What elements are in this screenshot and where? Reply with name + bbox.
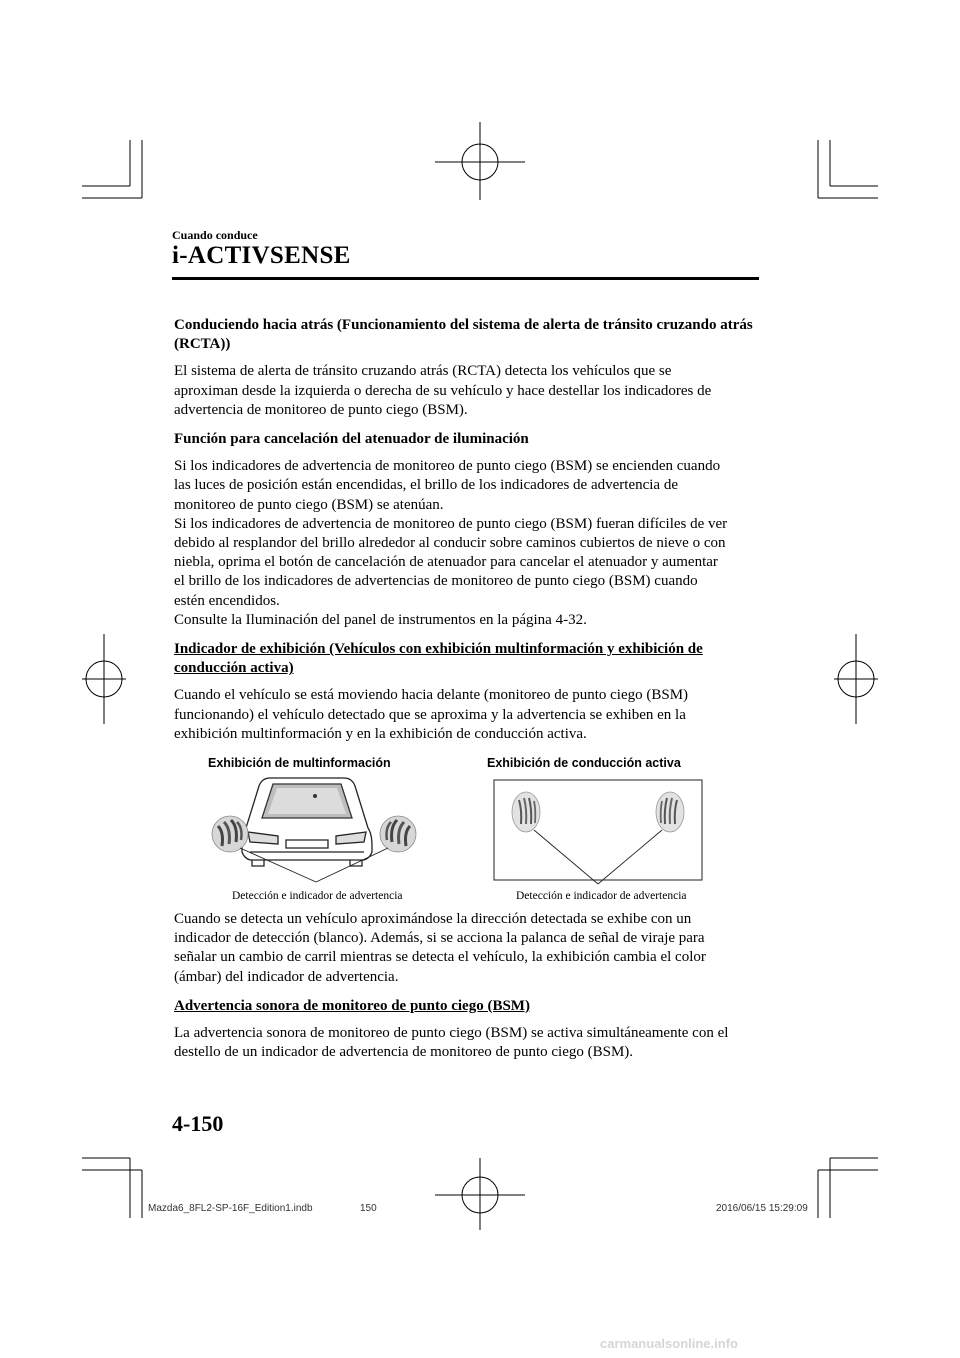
paragraph-dimmer: Si los indicadores de advertencia de monitoreo de punto ciego (BSM) se encienden cuando las luces de posición están encendidas, el brillo de los indicadores de advertencia de monitoreo de punto ciego (BSM) se atenúan. Si los indicadores de advertencia de monitoreo de punto ciego (BSM) fueran difíciles de ver debido al resplandor del brillo alrededor al conducir sobre caminos cubiertos de nieve o con niebla, oprima el botón de cancelación de atenuador para cancelar el atenuador y aumentar el brillo de los indicadores de advertencias de monitoreo de punto ciego (BSM) cuando estén encendidos. Consulte la Iluminación del panel de instrumentos en la página 4-32. [174, 458, 728, 628]
heading-rcta: Conduciendo hacia atrás (Funcionamiento del sistema de alerta de tránsito cruzando atrás (RCTA)) [174, 317, 753, 353]
bsm-indicator-right-multi [380, 816, 416, 852]
figure-title-active: Exhibición de conducción activa [487, 756, 681, 771]
heading-dimmer: Función para cancelación del atenuador de iluminación [174, 431, 529, 448]
bsm-indicator-left-active [512, 792, 540, 832]
bsm-indicator-right-active [656, 792, 684, 832]
paragraph-sound-warning: La advertencia sonora de monitoreo de punto ciego (BSM) se activa simultáneamente con el destello de un indicador de advertencia de monitoreo de punto ciego (BSM). [174, 1025, 729, 1061]
paragraph-display-indicator: Cuando el vehículo se está moviendo hacia delante (monitoreo de punto ciego (BSM) funcionando) el vehículo detectado que se aproxima y la advertencia se exhiben en la exhibición multinformación y en la exhibición de conducción activa. [174, 687, 689, 742]
paragraph-rcta: El sistema de alerta de tránsito cruzando atrás (RCTA) detecta los vehículos que se aproximan desde la izquierda o derecha de su vehículo y hace destellar los indicadores de advertencia de monitoreo de punto ciego (BSM). [174, 363, 712, 418]
display-figure [174, 754, 764, 902]
figure-caption-active: Detección e indicador de advertencia [516, 890, 687, 903]
footer-timestamp: 2016/06/15 15:29:09 [716, 1203, 808, 1214]
section-label: Cuando conduce [172, 228, 258, 242]
watermark: carmanualsonline.info [600, 1336, 738, 1351]
figure-caption-multi: Detección e indicador de advertencia [232, 890, 403, 903]
heading-display-indicator: Indicador de exhibición (Vehículos con exhibición multinformación y exhibición de conducción activa) [174, 641, 703, 677]
page-number: 4-150 [172, 1111, 224, 1136]
footer-page: 150 [360, 1203, 377, 1214]
section-title: i-ACTIVSENSE [172, 242, 351, 269]
footer-filename: Mazda6_8FL2-SP-16F_Edition1.indb [148, 1203, 313, 1214]
car-rear-illustration [242, 778, 372, 866]
figure-illustration [174, 754, 764, 886]
bsm-indicator-left-multi [212, 816, 248, 852]
main-content [174, 316, 764, 1072]
paragraph-after-figure: Cuando se detecta un vehículo aproximándose la dirección detectada se exhibe con un indicador de detección (blanco). Además, si se acciona la palanca de señal de viraje para señalar un cambio de carril mientras se detecta el vehículo, la exhibición cambia el color (ámbar) del indicador de advertencia. [174, 911, 706, 985]
heading-sound-warning: Advertencia sonora de monitoreo de punto ciego (BSM) [174, 997, 530, 1014]
header-rule [172, 277, 759, 280]
figure-title-multi: Exhibición de multinformación [208, 756, 391, 771]
